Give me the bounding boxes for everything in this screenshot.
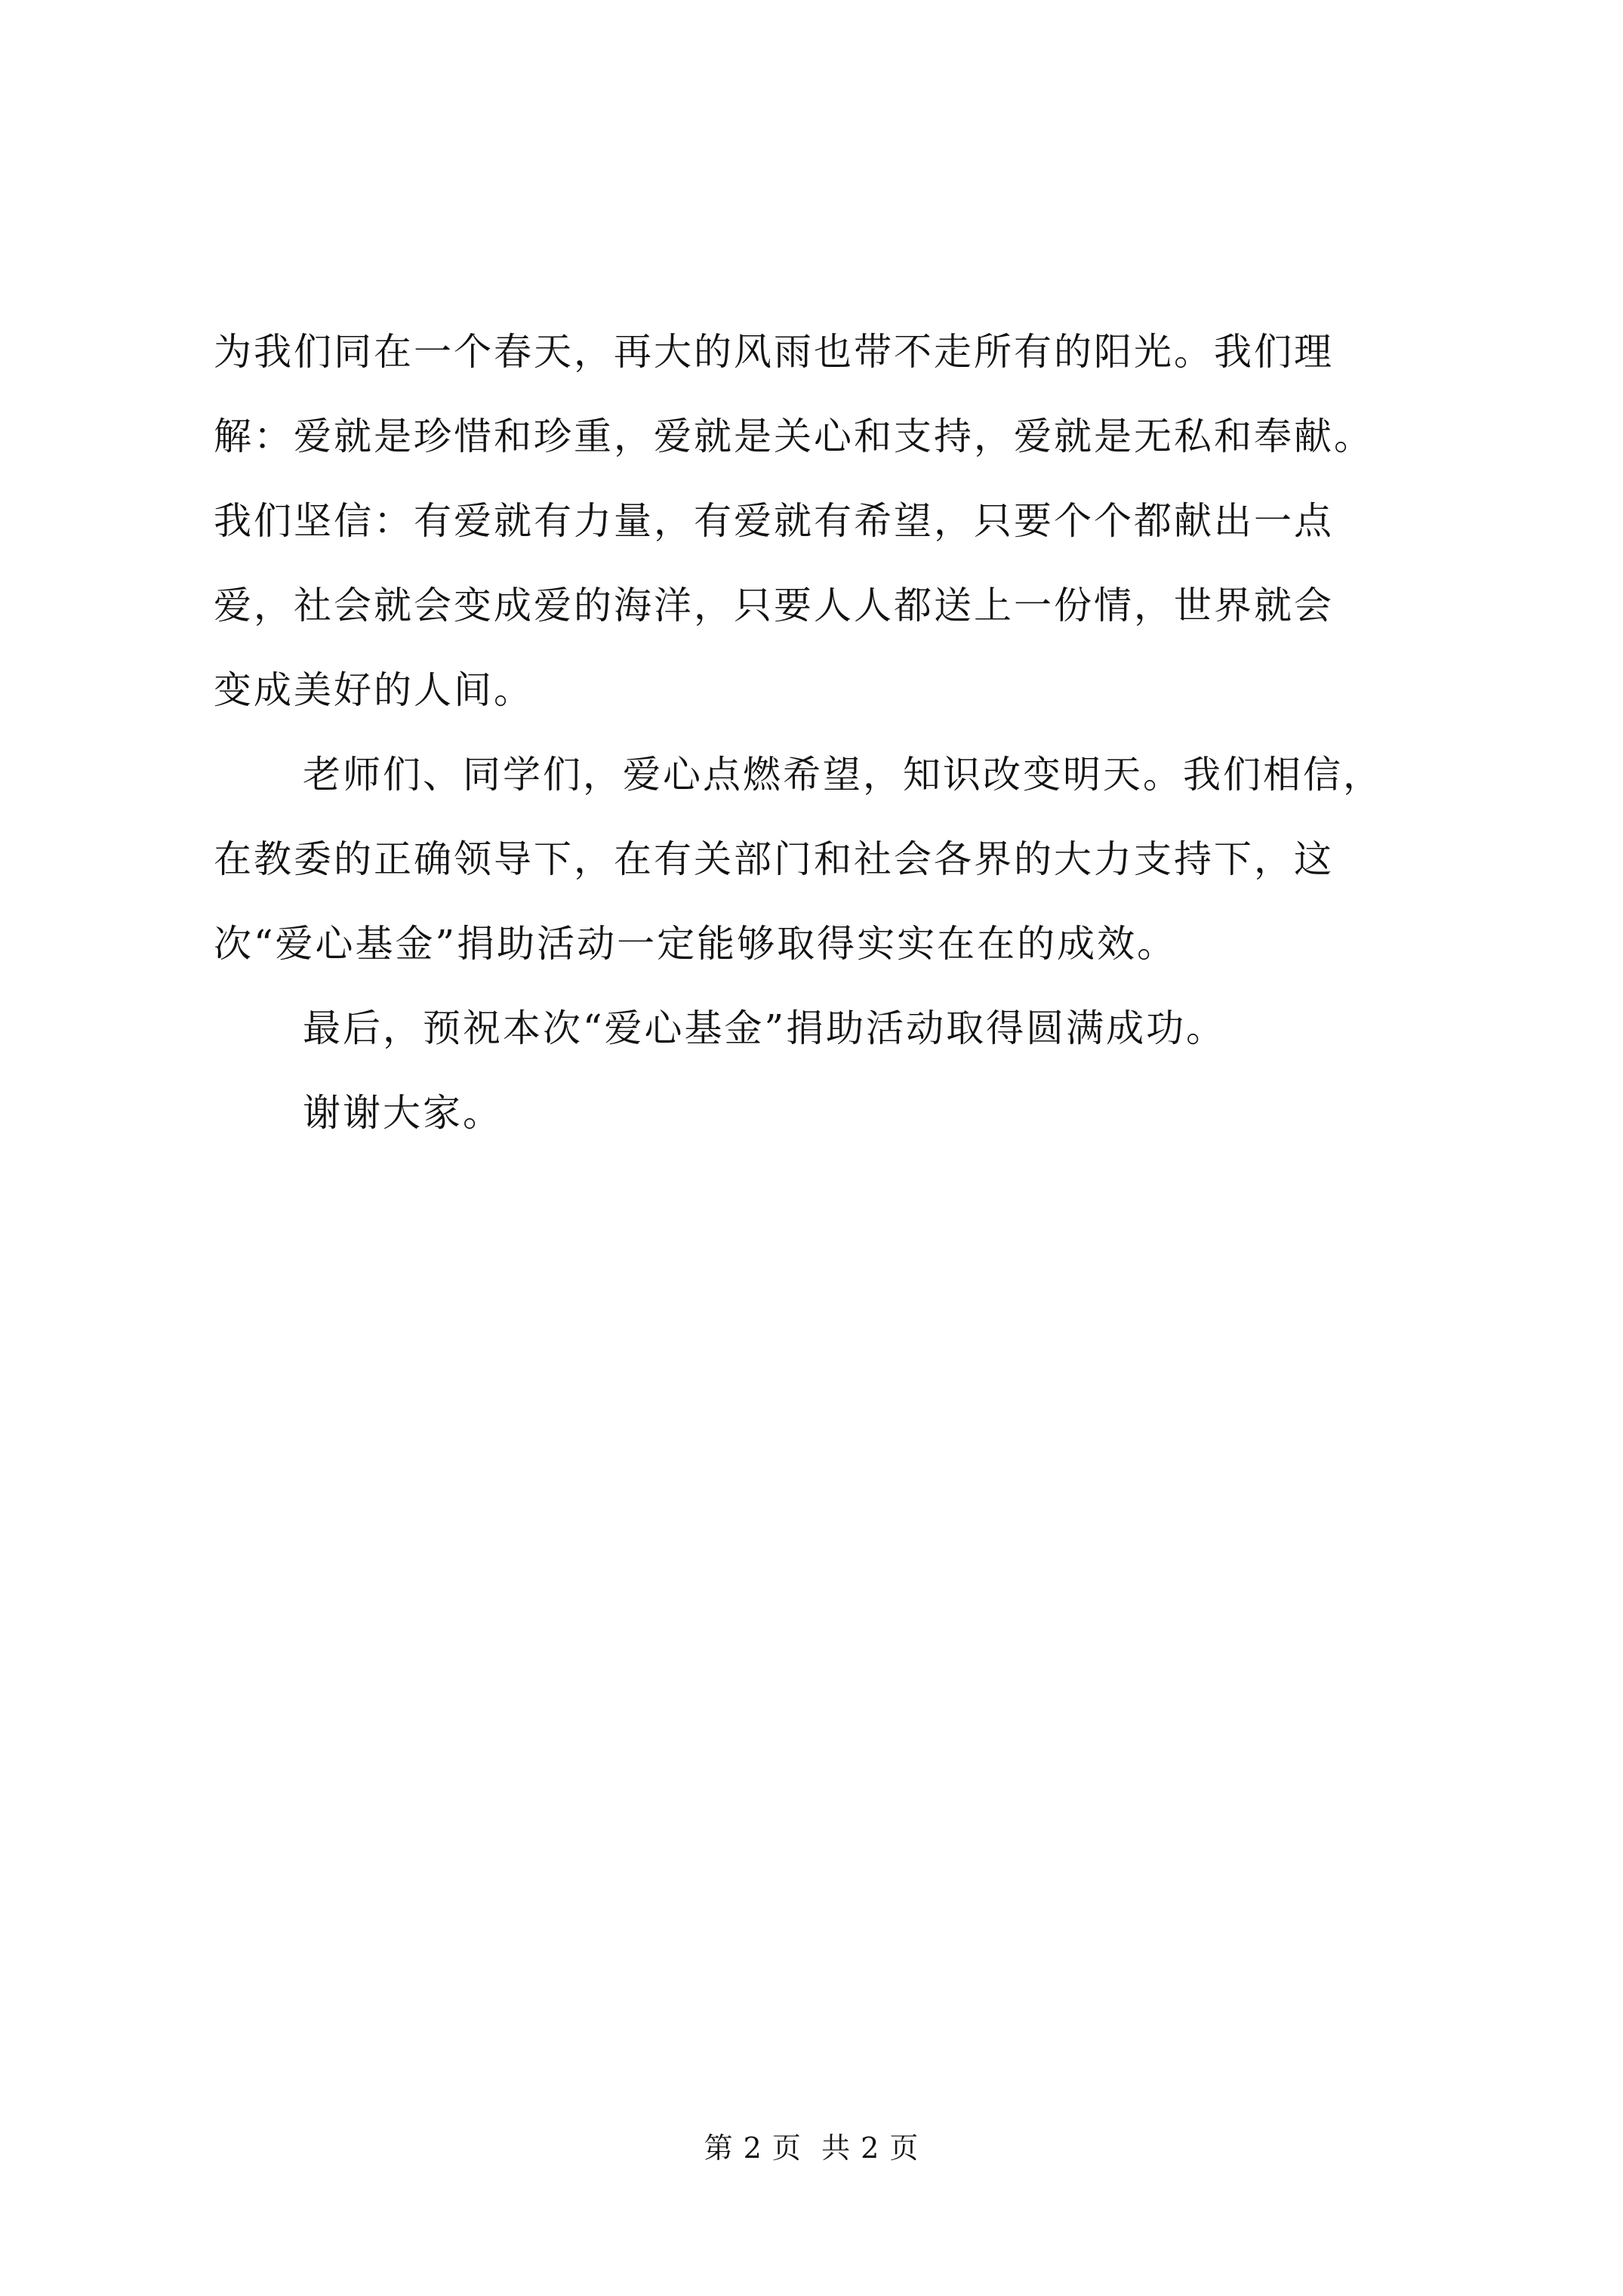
text-line: 谢谢大家。 (303, 1091, 503, 1135)
text-line: 爱，社会就会变成爱的海洋，只要人人都送上一份情，世界就会 (214, 584, 1334, 627)
page-number-footer: 第 2 页 共 2 页 (704, 2131, 919, 2165)
text-line: 在教委的正确领导下，在有关部门和社会各界的大力支持下，这 (214, 837, 1334, 881)
text-line: 为我们同在一个春天，再大的风雨也带不走所有的阳光。我们理 (214, 330, 1334, 374)
text-line: 最后，预祝本次“爱心基金”捐助活动取得圆满成功。 (303, 1006, 1227, 1050)
text-line: 变成美好的人间。 (214, 668, 534, 712)
text-line: 我们坚信：有爱就有力量，有爱就有希望，只要个个都献出一点 (214, 499, 1334, 543)
text-line: 解：爱就是珍惜和珍重，爱就是关心和支持，爱就是无私和奉献。 (214, 415, 1374, 458)
body-text (214, 310, 1421, 1155)
text-line: 老师们、同学们，爱心点燃希望，知识改变明天。我们相信， (303, 753, 1383, 797)
text-line: 次“爱心基金”捐助活动一定能够取得实实在在的成效。 (214, 922, 1178, 966)
